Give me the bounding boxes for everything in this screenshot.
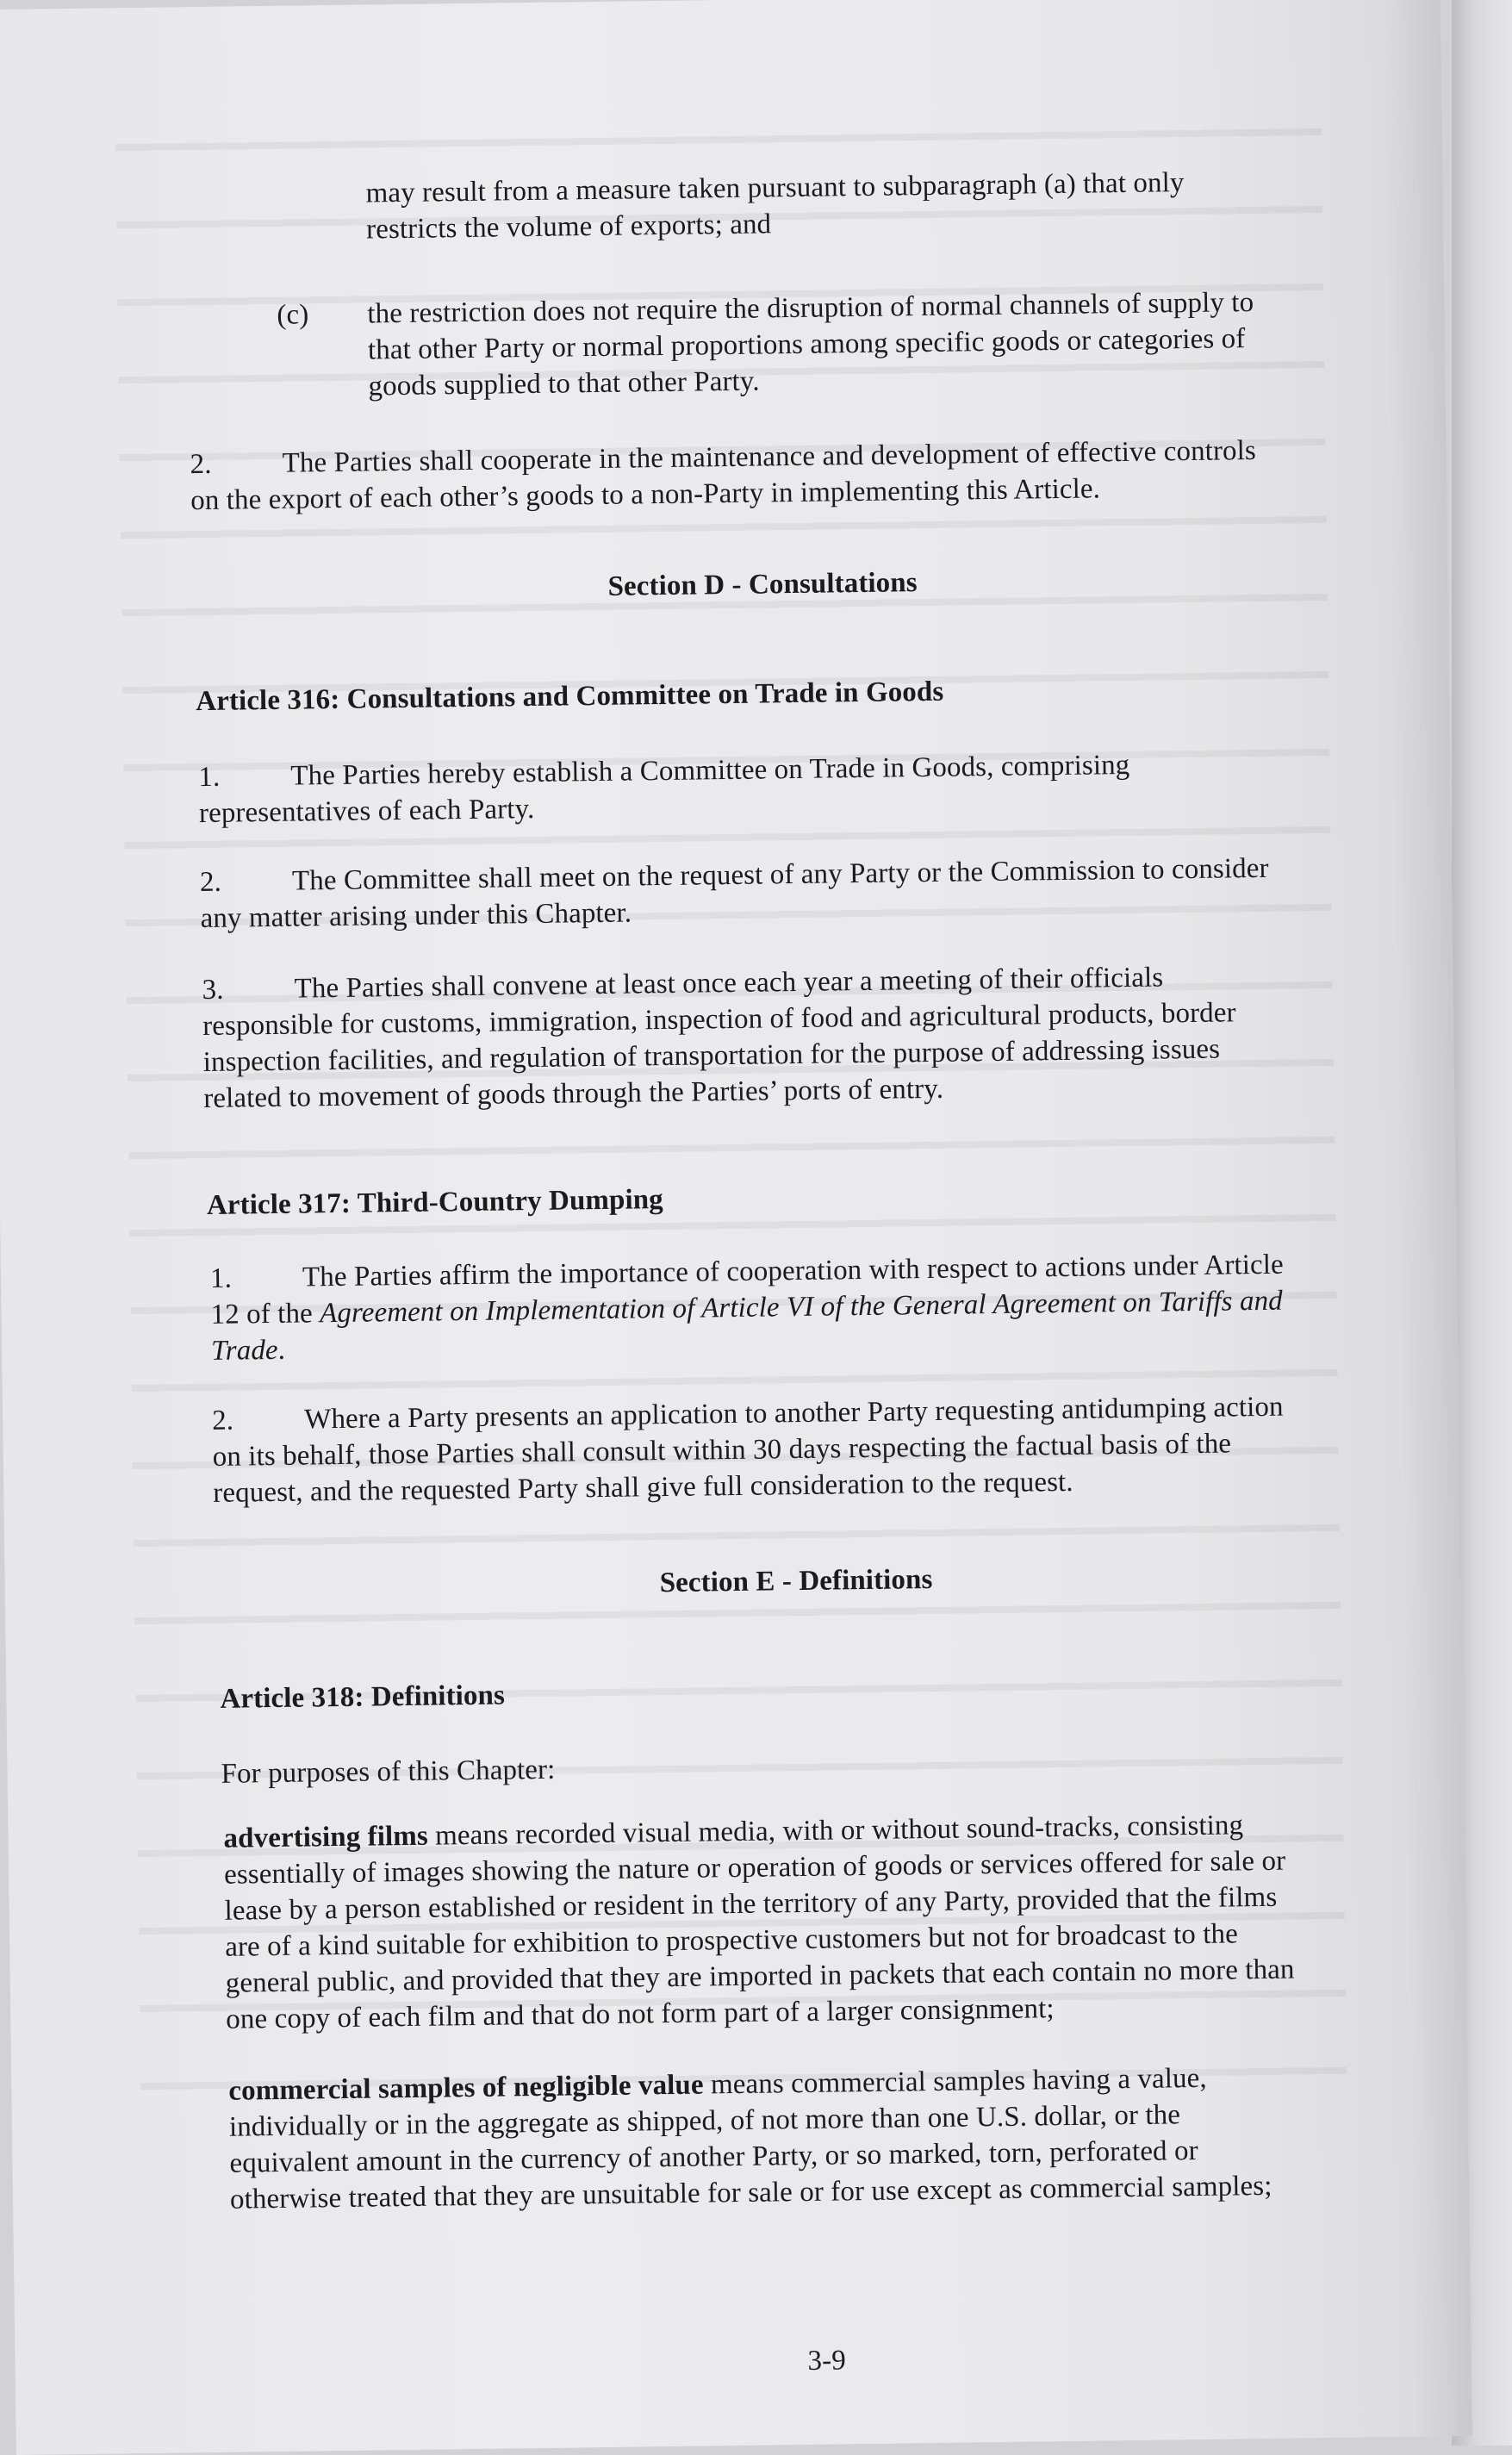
- def-commercial-samples-line-1: commercial samples of negligible value means commercial samples having a value,: [228, 2062, 1207, 2107]
- art-317-p2-line-1: 2. Where a Party presents an application to another Party requesting antidumping action: [211, 1391, 1284, 1436]
- art-317-p2-line-3: request, and the requested Party shall give full consideration to the request.: [213, 1466, 1073, 1509]
- art-316-p3-line-3: inspection facilities, and regulation of transportation for the purpose of addressing issues: [202, 1033, 1221, 1079]
- article-318-heading: Article 318: Definitions: [220, 1679, 506, 1715]
- para-number: 2.: [190, 448, 212, 481]
- sub-c-line-3: goods supplied to that other Party.: [368, 365, 760, 402]
- para-2-line-2: on the export of each other’s goods to a non-Party in implementing this Article.: [190, 473, 1101, 517]
- art-317-p1-line-2: 12 of the Agreement on Implementation of Article VI of the General Agreement on Tariffs and: [210, 1285, 1284, 1330]
- defined-term: advertising films: [223, 1820, 429, 1854]
- def-commercial-samples-line-2: individually or in the aggregate as shipped, of not more than one U.S. dollar, or the: [228, 2099, 1181, 2143]
- art-316-p3-line-2: responsible for customs, immigration, inspection of food and agricultural products, border: [202, 997, 1236, 1043]
- def-advertising-films-line-4: are of a kind suitable for exhibition to prospective customers but not for broadcast to the: [224, 1918, 1239, 1963]
- art-316-p1-line-1: 1. The Parties hereby establish a Committee on Trade in Goods, comprising: [198, 749, 1130, 794]
- art-316-p3-line-1: 3. The Parties shall convene at least once each year a meeting of their officials: [202, 962, 1164, 1006]
- art-316-p3-line-4: related to movement of goods through the Parties’ ports of entry.: [203, 1073, 944, 1115]
- section-d-title: Section D - Consultations: [607, 567, 918, 602]
- article-316-heading: Article 316: Consultations and Committee on Trade in Goods: [196, 676, 944, 718]
- sub-c-pre-line-1: may result from a measure taken pursuant to subparagraph (a) that only: [365, 167, 1185, 209]
- sub-c-label: (c): [277, 299, 309, 331]
- art-317-p2-line-2: on its behalf, those Parties shall consult within 30 days respecting the factual basis of the: [212, 1428, 1232, 1473]
- def-advertising-films-line-2: essentially of images showing the nature or operation of goods or services offered for sale or: [223, 1845, 1286, 1891]
- sub-c-pre-line-2: restricts the volume of exports; and: [365, 209, 772, 246]
- def-advertising-films-line-6: one copy of each film and that do not form part of a larger consignment;: [226, 1993, 1055, 2035]
- def-commercial-samples-line-4: otherwise treated that they are unsuitable for sale or for use except as commercial samples;: [229, 2170, 1272, 2215]
- art-316-p2-line-1: 2. The Committee shall meet on the request of any Party or the Commission to consider: [199, 852, 1269, 899]
- art-316-p2-line-2: any matter arising under this Chapter.: [200, 897, 632, 935]
- sub-c-line-1: the restriction does not require the disruption of normal channels of supply to: [367, 286, 1254, 330]
- page-number: 3-9: [807, 2345, 847, 2377]
- def-advertising-films-line-1: advertising films means recorded visual media, with or without sound-tracks, consisting: [223, 1810, 1244, 1854]
- art-316-p1-line-2: representatives of each Party.: [198, 793, 535, 830]
- definitions-intro: For purposes of this Chapter:: [221, 1754, 556, 1790]
- def-advertising-films-line-3: lease by a person established or resident in the territory of any Party, provided that the films: [224, 1881, 1278, 1927]
- art-317-p1-line-1: 1. The Parties affirm the importance of cooperation with respect to actions under Article: [209, 1249, 1284, 1294]
- sub-c-line-2: that other Party or normal proportions among specific goods or categories of: [367, 323, 1246, 366]
- def-commercial-samples-line-3: equivalent amount in the currency of another Party, or so marked, torn, perforated or: [229, 2135, 1198, 2179]
- art-317-p1-line-3: Trade.: [210, 1334, 286, 1367]
- section-e-title: Section E - Definitions: [659, 1563, 933, 1599]
- article-317-heading: Article 317: Third-Country Dumping: [206, 1184, 664, 1221]
- def-advertising-films-line-5: general public, and provided that they are imported in packets that each contain no more than: [225, 1953, 1295, 1999]
- defined-term: commercial samples of negligible value: [228, 2069, 704, 2107]
- agreement-title-italic: Agreement on Implementation of Article VI of the General Agreement on Tariffs and: [319, 1285, 1284, 1330]
- para-2-line-1: 2. The Parties shall cooperate in the maintenance and development of effective controls: [190, 433, 1256, 483]
